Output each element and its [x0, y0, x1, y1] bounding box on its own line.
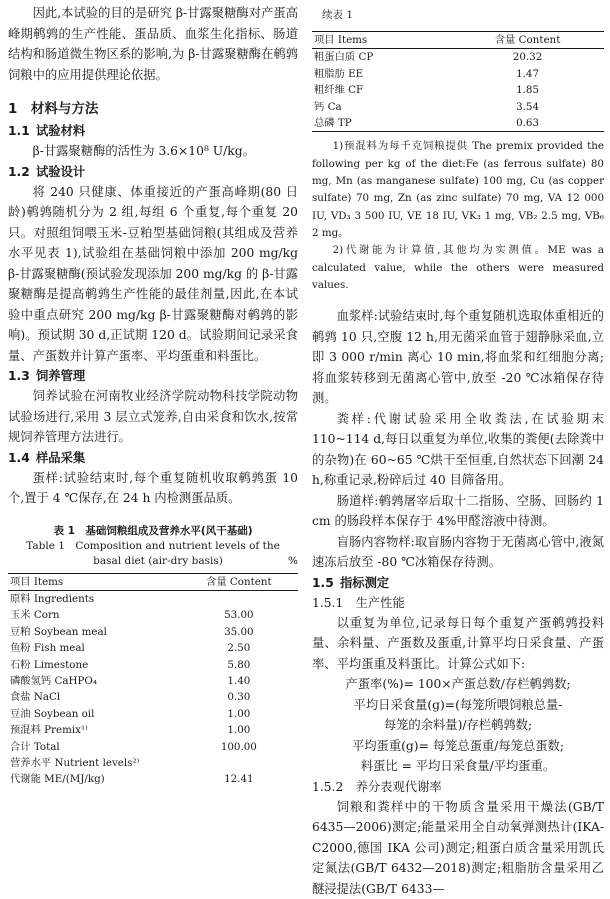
intro-paragraph: 因此,本试验的目的是研究 β-甘露聚糖酶对产蛋高峰期鹌鹑的生产性能、蛋品质、血浆生化指标、肠道结构和肠道微生物区系的影响,为 β-甘露聚糖酶在鹌鹑饲粮中的应用提供理论依据。	[8, 6, 298, 82]
table-row	[312, 115, 604, 132]
formula-feed-egg-ratio: 料蛋比 = 平均日采食量/平均蛋重。	[360, 759, 556, 774]
table-1-caption-en-line1: Table 1 Composition and nutrient levels of the	[26, 539, 280, 552]
row-value: 1.85	[516, 84, 539, 97]
row-label: 食盐 NaCl	[10, 691, 61, 704]
row-label: 豆粕 Soybean meal	[10, 625, 107, 638]
row-label: 钙 Ca	[314, 100, 342, 113]
plasma-sample-paragraph: 血浆样:试验结束时,每个重复随机选取体重相近的鹌鹑 10 只,空腹 12 h,用无菌采血管于翅静脉采血,立即 3 000 r/min 离心 10 min,将血浆和红细胞分离;将血浆转移到无菌离心管中,放至 -20 ℃冰箱保存待测。	[312, 309, 604, 406]
row-value: 100.00	[220, 740, 257, 753]
section-1-2-heading	[8, 162, 298, 182]
section-number: 1.2	[8, 164, 30, 179]
row-label: 磷酸氢钙 CaHPO₄	[10, 674, 97, 687]
table-row	[8, 771, 298, 787]
table-footnote-1: 1)预混料为每千克饲粮提供 The premix provided the following per kg of the diet:Fe (as ferrous sulfate) 80 mg, Mn (as manganese sulfate) 100 mg, Cu (as copper sulfate) 70 mg, Zn (as zinc sulfate) 70 mg, VA 12 000 IU, VD₃ 3 500 IU, VE 18 IU, VK₃ 1 mg, VB₂ 2.5 mg, VB₆ 2 mg。	[312, 140, 604, 239]
table-unit: %	[288, 554, 298, 567]
row-label: 玉米 Corn	[10, 609, 60, 622]
row-value: 20.32	[512, 51, 543, 64]
column-header: 含量 Content	[494, 34, 561, 46]
row-label: 粗脂肪 EE	[314, 67, 364, 80]
section-1-3-text: 饲养试验在河南牧业经济学院动物科技学院动物试验场进行,采用 3 层立式笼养,自由采食和饮水,按常规饲养管理方法进行。	[8, 389, 298, 444]
table-1	[8, 573, 298, 788]
formula-egg-weight: 平均蛋重(g)= 每笼总蛋重/每笼总蛋数;	[351, 738, 565, 753]
row-label: 粗纤维 CF	[314, 84, 364, 97]
row-value: 1.00	[227, 724, 251, 737]
table-header-row	[312, 32, 604, 49]
section-number: 1.1	[8, 124, 30, 138]
formula-feed-intake-line2: 每笼的余料量)/存栏鹌鹑数;	[383, 718, 533, 733]
table-row	[8, 739, 298, 755]
column-header: 含量 Content	[206, 575, 272, 588]
table-row	[8, 722, 298, 738]
table-row	[312, 66, 604, 82]
row-value: 1.00	[227, 707, 251, 720]
section-title: 饲养管理	[36, 369, 86, 383]
row-value: 0.63	[516, 117, 539, 130]
section-1-5-heading	[312, 573, 604, 593]
section-1-1-heading	[8, 121, 298, 141]
table-row	[312, 82, 604, 98]
row-value: 5.80	[227, 658, 251, 671]
section-title: 指标测定	[340, 575, 390, 590]
section-1-heading: 1 材料与方法	[8, 101, 99, 117]
cecum-sample-paragraph: 盲肠内容物样:取盲肠内容物于无菌离心管中,液氮速冻后放至 -80 ℃冰箱保存待测。	[312, 534, 604, 570]
column-header: 项目 Items	[314, 34, 368, 46]
table-header-row	[8, 573, 298, 590]
table-row	[312, 49, 604, 66]
formula-laying-rate: 产蛋率(%)= 100×产蛋总数/存栏鹌鹑数;	[345, 677, 571, 692]
caption-text: basal diet (air-dry basis)	[93, 554, 223, 567]
section-1-4-heading	[8, 448, 298, 468]
row-label: 合计 Total	[10, 740, 60, 753]
table-group-row	[8, 755, 298, 771]
table-1-continued	[312, 31, 604, 132]
row-label: 代谢能 ME/(MJ/kg)	[10, 773, 105, 786]
intestine-sample-paragraph: 肠道样:鹌鹑屠宰后取十二指肠、空肠、回肠约 1 cm 的肠段样本保存于 4%甲醛溶液中待测。	[312, 493, 604, 529]
row-value: 35.00	[224, 625, 254, 638]
section-1-1-text: β-甘露聚糖酶的活性为 3.6×10⁸ U/kg。	[32, 144, 255, 158]
row-value: 1.47	[516, 67, 539, 80]
table-footnote-2: 2)代谢能为计算值,其他均为实测值。ME was a calculated value, while the others were measured values.	[312, 244, 604, 291]
table-row	[8, 673, 298, 689]
section-number: 1.3	[8, 369, 30, 383]
table-1-caption-en-line2	[8, 554, 298, 569]
group-label: 营养水平 Nutrient levels²⁾	[10, 756, 140, 769]
table-1-caption-cn: 表 1 基础饲粮组成及营养水平(风干基础)	[53, 524, 253, 537]
table-row	[8, 689, 298, 705]
row-value: 1.40	[227, 674, 251, 687]
table-row	[312, 99, 604, 115]
section-1-2-text: 将 240 只健康、体重接近的产蛋高峰期(80 日龄)鹌鹑随机分为 2 组,每组 6 个重复,每个重复 20 只。对照组饲喂玉米-豆粕型基础饲粮(其组成及营养水平见表 1),试验组在基础饲粮中添加 200 mg/kg β-甘露聚糖酶(预试验发现添加 200 mg/kg 的 β-甘露聚糖酶是提高鹌鹑生产性能的最佳剂量,因此,在本试验中重点研究 200 mg/kg β-甘露聚糖酶对鹌鹑的影响)。预试期 30 d,正试期 120 d。试验期间记录采食量、产蛋数并计算产蛋率、平均蛋重和料蛋比。	[8, 184, 298, 363]
section-number: 1.5	[312, 575, 334, 590]
row-value: 53.00	[224, 609, 254, 622]
section-title: 试验材料	[36, 124, 86, 138]
right-column	[312, 0, 604, 899]
feces-sample-paragraph: 粪样:代谢试验采用全收粪法,在试验期末 110~114 d,每日以重复为单位,收集的粪便(去除粪中的杂物)在 60~65 ℃烘干至恒重,自然状态下回潮 24 h,称重记录,粉碎后过 40 目筛备用。	[312, 411, 604, 488]
section-number: 1.4	[8, 450, 30, 465]
section-1-3-heading	[8, 366, 298, 386]
row-label: 鱼粉 Fish meal	[10, 642, 85, 655]
group-label: 原料 Ingredients	[10, 592, 95, 605]
section-1-5-1-text: 以重复为单位,记录每日每个重复产蛋鹌鹑投料量、余料量、产蛋数及蛋重,计算平均日采食量、产蛋率、平均蛋重及料蛋比。计算公式如下:	[312, 615, 604, 671]
row-value: 0.30	[227, 691, 251, 704]
left-column	[8, 0, 298, 788]
section-title: 试验设计	[36, 164, 86, 179]
table-row	[8, 607, 298, 623]
table-row	[8, 640, 298, 656]
table-group-row	[8, 590, 298, 607]
table-row	[8, 657, 298, 673]
column-header: 项目 Items	[10, 575, 64, 588]
row-value: 3.54	[516, 100, 539, 113]
table-row	[8, 706, 298, 722]
row-value: 2.50	[227, 642, 251, 655]
row-label: 石粉 Limestone	[10, 658, 89, 671]
row-label: 豆油 Soybean oil	[10, 707, 95, 720]
row-value: 12.41	[224, 773, 254, 786]
section-title: 样品采集	[36, 450, 86, 465]
row-label: 预混料 Premix¹⁾	[10, 724, 88, 737]
table-row	[8, 624, 298, 640]
formula-feed-intake-line1: 平均日采食量(g)=(每笼所喂饲粮总量-	[353, 697, 563, 712]
table-1-continued-label: 续表 1	[322, 9, 354, 21]
section-1-5-2-text: 饲粮和粪样中的干物质含量采用干燥法(GB/T 6435—2006)测定;能量采用全自动氧弹测热计(IKA-C2000,德国 IKA 公司)测定;粗蛋白质含量采用凯氏定氮法(GB/T 6432—2018)测定;粗脂肪含量采用乙醚浸提法(GB/T 6433—	[312, 799, 604, 896]
row-label: 粗蛋白质 CP	[314, 51, 374, 64]
section-1-5-2-heading: 1.5.2 养分表观代谢率	[312, 779, 442, 794]
section-1-4-text: 蛋样:试验结束时,每个重复随机收取鹌鹑蛋 10 个,置于 4 ℃保存,在 24 h 内检测蛋品质。	[8, 470, 298, 505]
section-1-5-1-heading: 1.5.1 生产性能	[312, 595, 405, 610]
row-label: 总磷 TP	[314, 117, 352, 130]
